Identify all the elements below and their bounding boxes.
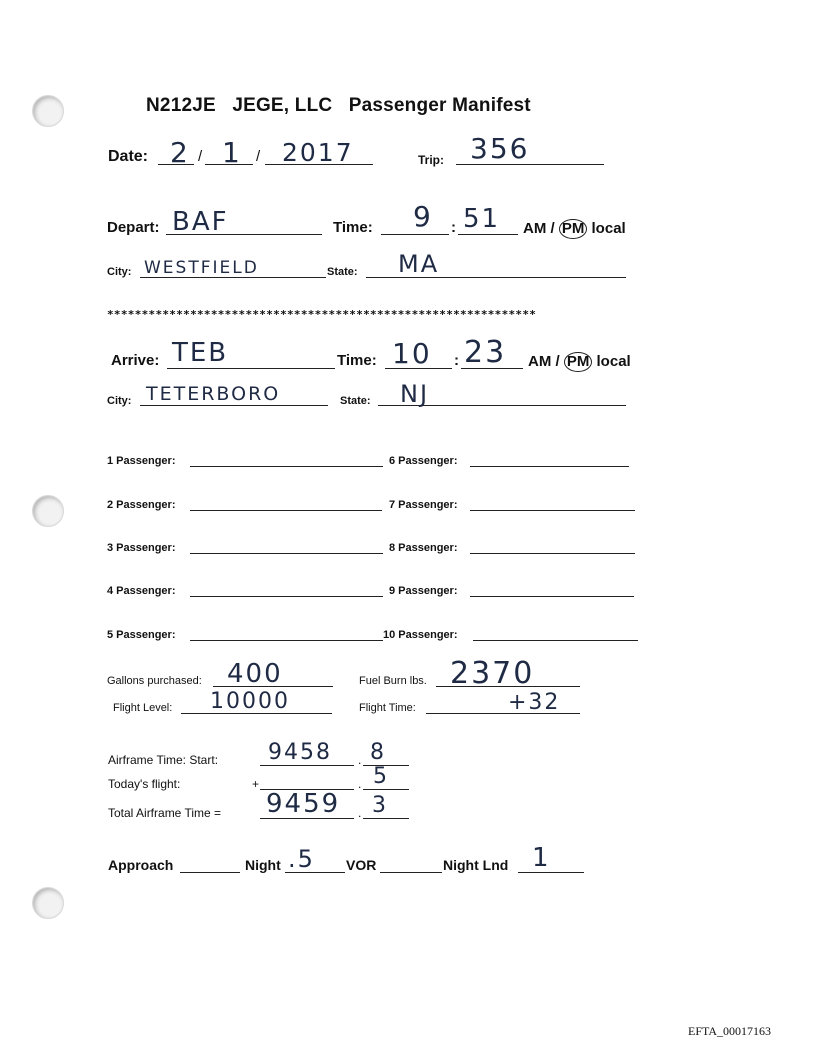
passenger-4-field[interactable] xyxy=(190,596,383,597)
trip-label: Trip: xyxy=(418,153,444,167)
pm-option-circled[interactable]: PM xyxy=(564,352,593,372)
total-airframe-dot: . xyxy=(358,806,362,820)
depart-label: Depart: xyxy=(107,219,160,236)
arrive-state-value[interactable]: NJ xyxy=(400,380,430,408)
night-lnd-line xyxy=(518,872,584,873)
passenger-6-label: 6 Passenger: xyxy=(389,455,458,467)
depart-time-colon: : xyxy=(451,219,456,236)
arrive-hour-value[interactable]: 10 xyxy=(392,337,432,370)
arrive-time-colon: : xyxy=(454,352,459,369)
passenger-8-label: 8 Passenger: xyxy=(389,542,458,554)
passenger-2-field[interactable] xyxy=(190,510,382,511)
flight-time-value[interactable]: +32 xyxy=(508,690,561,715)
passenger-7-field[interactable] xyxy=(470,510,635,511)
date-month-value[interactable]: 2 xyxy=(170,136,190,169)
local-label: local xyxy=(591,220,626,237)
passenger-5-field[interactable] xyxy=(190,640,383,641)
todays-flight-plus: + xyxy=(252,777,260,791)
passenger-4-label: 4 Passenger: xyxy=(107,585,176,597)
binder-hole-top xyxy=(32,95,64,127)
depart-min-line xyxy=(458,234,518,235)
todays-flight-dot: . xyxy=(358,777,362,791)
depart-min-value[interactable]: 51 xyxy=(463,204,501,234)
depart-hour-line xyxy=(381,234,449,235)
passenger-10-label: 10 Passenger: xyxy=(383,629,458,641)
passenger-2-label: 2 Passenger: xyxy=(107,499,176,511)
depart-value[interactable]: BAF xyxy=(172,207,229,237)
am-option: AM / xyxy=(528,353,560,370)
gallons-label: Gallons purchased: xyxy=(107,675,202,687)
gallons-value[interactable]: 400 xyxy=(227,659,283,689)
arrive-value[interactable]: TEB xyxy=(172,338,229,368)
total-airframe-whole-value[interactable]: 9459 xyxy=(266,789,341,819)
depart-state-label: State: xyxy=(327,266,358,278)
approach-field[interactable] xyxy=(180,872,240,873)
night-label: Night xyxy=(245,857,281,873)
flight-time-label: Flight Time: xyxy=(359,702,416,714)
airframe-start-whole-value[interactable]: 9458 xyxy=(268,740,332,765)
arrive-city-label: City: xyxy=(107,395,132,407)
passenger-5-label: 5 Passenger: xyxy=(107,629,176,641)
arrive-city-value[interactable]: TETERBORO xyxy=(146,383,281,405)
vor-field[interactable] xyxy=(380,872,442,873)
passenger-9-label: 9 Passenger: xyxy=(389,585,458,597)
passenger-1-label: 1 Passenger: xyxy=(107,455,176,467)
depart-city-label: City: xyxy=(107,266,132,278)
arrive-time-label: Time: xyxy=(337,352,377,369)
company-name: JEGE, LLC xyxy=(232,95,333,116)
passenger-1-field[interactable] xyxy=(190,466,383,467)
total-airframe-tenth-line xyxy=(363,818,409,819)
form-header xyxy=(146,95,531,117)
arrive-state-label: State: xyxy=(340,395,371,407)
date-year-value[interactable]: 2017 xyxy=(282,138,354,167)
document-id: EFTA_00017163 xyxy=(688,1024,772,1038)
passenger-9-field[interactable] xyxy=(470,596,634,597)
todays-flight-tenth-line xyxy=(363,789,409,790)
binder-hole-bottom xyxy=(32,887,64,919)
flight-level-label: Flight Level: xyxy=(113,702,173,714)
approach-label: Approach xyxy=(108,857,174,873)
section-separator: ************************************************************** xyxy=(107,308,537,321)
todays-flight-label: Today's flight: xyxy=(108,777,181,791)
depart-ampm xyxy=(523,219,626,239)
trip-value[interactable]: 356 xyxy=(470,132,530,165)
am-option: AM / xyxy=(523,220,555,237)
flight-level-value[interactable]: 10000 xyxy=(210,689,290,714)
fuel-burn-label: Fuel Burn lbs. xyxy=(359,675,427,687)
airframe-start-label: Airframe Time: Start: xyxy=(108,753,219,767)
binder-hole-middle xyxy=(32,495,64,527)
passenger-10-field[interactable] xyxy=(473,640,638,641)
depart-state-value[interactable]: MA xyxy=(398,250,440,278)
arrive-min-value[interactable]: 23 xyxy=(464,335,507,370)
arrive-label: Arrive: xyxy=(111,352,160,369)
passenger-8-field[interactable] xyxy=(470,553,635,554)
depart-hour-value[interactable]: 9 xyxy=(413,200,433,233)
arrive-line xyxy=(167,368,335,369)
todays-flight-tenth-value[interactable]: 5 xyxy=(373,764,389,789)
depart-time-label: Time: xyxy=(333,219,373,236)
airframe-start-tenth-value[interactable]: 8 xyxy=(370,740,386,765)
date-slash-1: / xyxy=(198,148,203,165)
local-label: local xyxy=(596,353,631,370)
total-airframe-label: Total Airframe Time = xyxy=(108,806,222,820)
night-lnd-value[interactable]: 1 xyxy=(532,843,551,873)
form-title: Passenger Manifest xyxy=(348,95,531,116)
tail-number: N212JE xyxy=(146,95,216,116)
total-airframe-tenth-value[interactable]: 3 xyxy=(372,793,388,818)
night-value[interactable]: .5 xyxy=(288,845,315,873)
airframe-start-whole-line xyxy=(260,765,354,766)
date-slash-2: / xyxy=(256,148,261,165)
date-day-value[interactable]: 1 xyxy=(222,136,242,169)
arrive-city-line xyxy=(140,405,328,406)
passenger-7-label: 7 Passenger: xyxy=(389,499,458,511)
vor-label: VOR xyxy=(346,857,377,873)
fuel-burn-value[interactable]: 2370 xyxy=(450,656,535,691)
pm-option-circled[interactable]: PM xyxy=(559,219,588,239)
airframe-start-dot: . xyxy=(358,753,362,767)
date-label: Date: xyxy=(108,148,149,165)
passenger-6-field[interactable] xyxy=(470,466,629,467)
night-lnd-label: Night Lnd xyxy=(443,857,509,873)
arrive-ampm xyxy=(528,352,631,372)
depart-city-value[interactable]: WESTFIELD xyxy=(144,258,259,278)
passenger-3-label: 3 Passenger: xyxy=(107,542,176,554)
passenger-3-field[interactable] xyxy=(190,553,383,554)
